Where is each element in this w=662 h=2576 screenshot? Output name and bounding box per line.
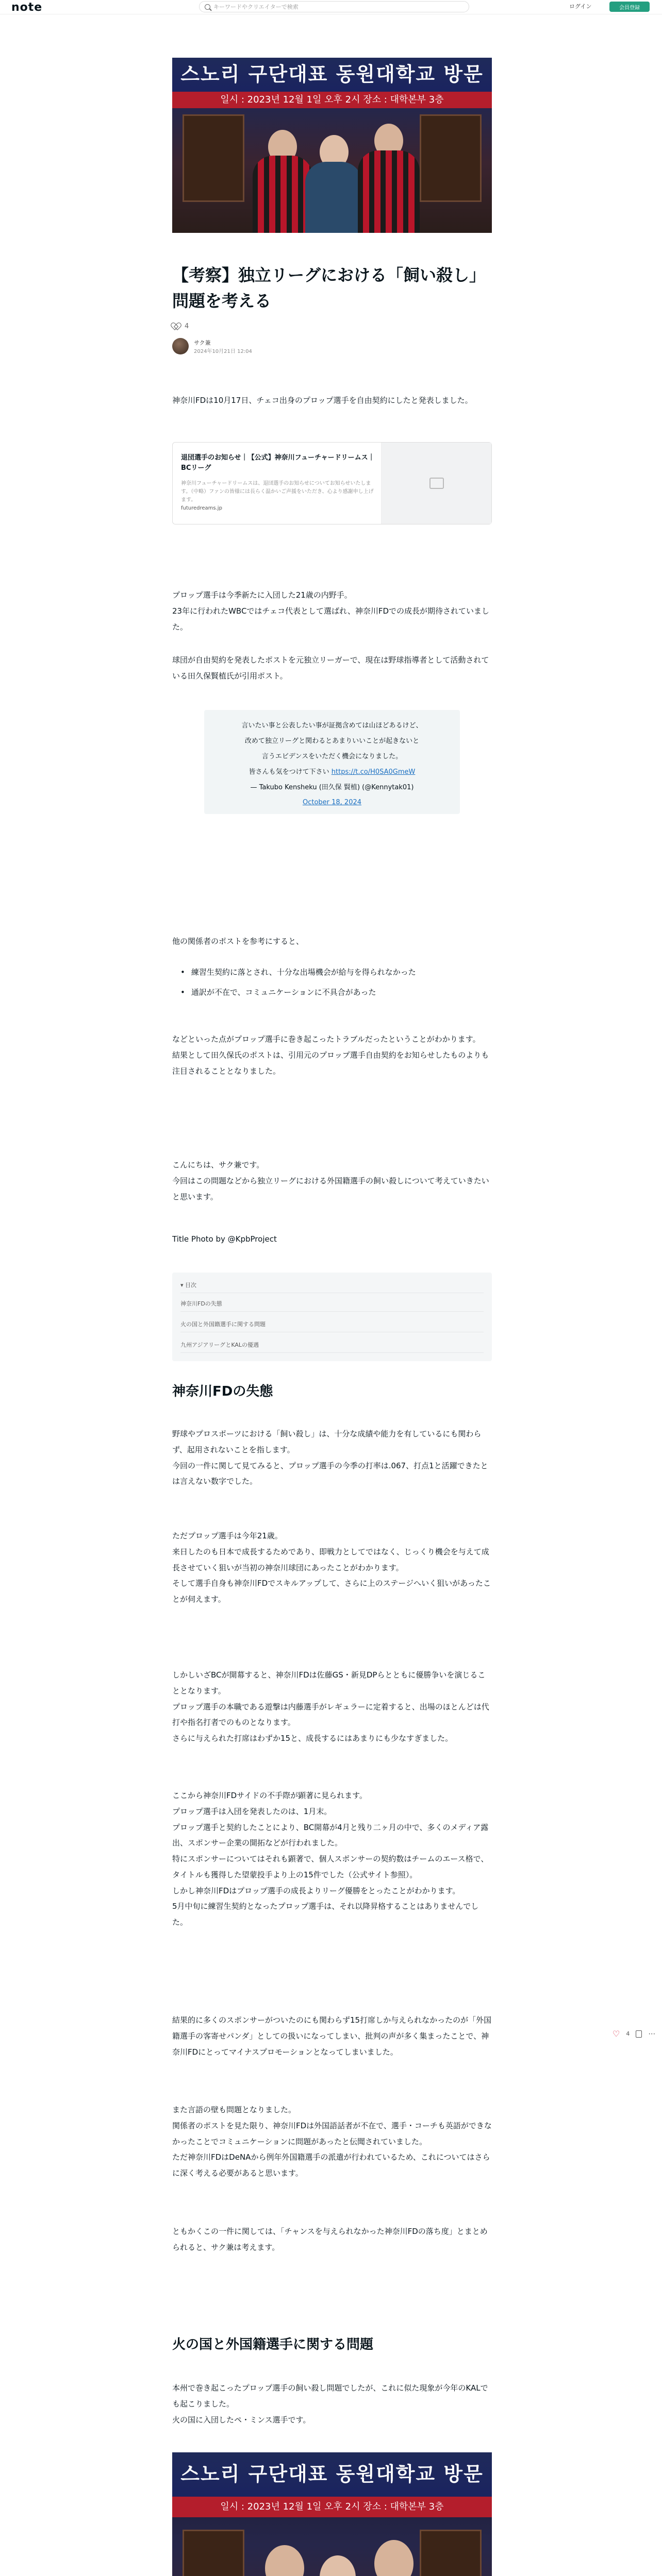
paragraph: 球団が自由契約を発表したポストを元独立リーガーで、現在は野球指導者として活動されている田久保賢植氏が引用ポスト。	[172, 655, 489, 681]
heart-icon[interactable]: ♡	[613, 2029, 620, 2039]
link-card[interactable]	[172, 442, 492, 524]
article-title: 【考察】独立リーグにおける「飼い殺し」問題を考える	[172, 265, 486, 311]
photo-credit: Title Photo by @KpbProject	[172, 1234, 277, 1244]
paragraph: 野球やプロスポーツにおける「飼い殺し」は、十分な成績や能力を有しているにも関わらず、起用されないことを指します。 今回の一件に関して見てみると、プロップ選手の今季の打率は.067、打点1と活躍できたとは言えない数字でした。	[172, 1429, 488, 1486]
embed-link[interactable]: https://t.co/H0SA0GmeW	[331, 768, 416, 776]
search-input[interactable]	[199, 1, 469, 12]
person-player-left	[253, 156, 312, 233]
note-logo[interactable]: note	[11, 1, 43, 14]
link-card-thumbnail	[381, 443, 491, 524]
hero-photo	[172, 58, 492, 233]
photo-subbanner-text: 일시 : 2023년 12월 1일 오후 2시 장소 : 대학본부 3층	[172, 2497, 492, 2517]
embed-line: 言うエビデンスをいただく機会になりました。	[261, 752, 403, 760]
intro-paragraph: 神奈川FDは10月17日、チェコ出身のプロップ選手を自由契約にしたと発表しました。	[172, 396, 473, 405]
image-icon	[429, 478, 444, 489]
table-of-contents	[172, 1273, 492, 1361]
paragraph: ただプロップ選手は今年21歳。 来日したのも日本で成長するためであり、即戦力としてではなく、じっくり機会を与えて成長させていく狙いが当初の神奈川球団にあったことがわかります。 そして選手自身も神奈川FDでスキルアップして、さらに上のステージへいく狙いがあったことが伺えます。	[172, 1531, 491, 1604]
search-placeholder: キーワードやクリエイターで検索	[213, 4, 299, 10]
link-card-url: futuredreams.jp	[181, 505, 222, 511]
paragraph: 本州で巻き起こったプロップ選手の飼い殺し問題でしたが、これに似た現象が今年のKALでも起こりました。 火の国に入団したペ・ミンス選手です。	[172, 2383, 488, 2425]
person-head	[265, 2545, 304, 2576]
paragraph: などといった点がプロップ選手に巻き起こったトラブルだったということがわかります。 結果として田久保氏のポストは、引用元のプロップ選手自由契約をお知らせしたものよりも注目されることとなりました。	[172, 1035, 489, 1076]
embed-line: 皆さんも気をつけて下さい	[249, 768, 329, 776]
article-photo	[172, 2452, 492, 2576]
toc-item[interactable]: 九州アジアリーグとKALの優遇	[180, 1337, 484, 1353]
section-heading: 神奈川FDの失態	[172, 1384, 273, 1399]
signup-button[interactable]: 会員登録	[609, 2, 650, 12]
paragraph: また言語の壁も問題となりました。 関係者のポストを見た限り、神奈川FDは外国語話者が不在で、選手・コーチも英語ができなかったことでコミュニケーションに問題があったと伝聞されていました。 ただ神奈川FDはDeNAから例年外国籍選手の派遣が行われているため、これについてはさらに深く考える必要があると思います。	[172, 2105, 492, 2178]
chevron-down-icon: ▾	[180, 1282, 186, 1289]
paragraph: 結果的に多くのスポンサーがついたのにも関わらず15打席しか与えられなかったのが「外国籍選手の客寄せパンダ」としての扱いになってしまい、批判の声が多く集まったことで、神奈川FDにとってマイナスプロモーションとなってしまいました。	[172, 2015, 492, 2057]
toc-item[interactable]: 火の国と外国籍選手に関する問題	[180, 1317, 484, 1332]
embedded-post	[204, 710, 460, 814]
author-name[interactable]: サク兼	[194, 339, 211, 346]
paragraph: しかしいざBCが開幕すると、神奈川FDは佐藤GS・新見DPらとともに優勝争いを演じることとなります。 プロップ選手の本職である遊撃は内藤選手がレギュラーに定着すると、出場のほとんどは代打や指名打者でのものとなります。 さらに与えられた打席はわずか15と、成長するにはあまりにも少なすぎました。	[172, 1670, 489, 1743]
person-center	[305, 162, 362, 233]
paragraph: こんにちは、サク兼です。 今回はこの問題などから独立リーグにおける外国籍選手の飼い殺しについて考えていきたいと思います。	[172, 1160, 489, 1201]
like-row	[172, 323, 189, 330]
trophy-shelf	[183, 114, 244, 202]
toc-label: 目次	[185, 1282, 197, 1289]
embed-date-link[interactable]: October 18, 2024	[302, 799, 362, 807]
photo-subbanner-text: 일시 : 2023년 12월 1일 오후 2시 장소 : 대학본부 3층	[172, 92, 492, 108]
embed-line: 言いたい事と公表したい事が証拠含めては山ほどあるけど、	[241, 722, 423, 730]
photo-banner-text: 스노리 구단대표 동원대학교 방문	[172, 58, 492, 94]
trophy-shelf	[420, 114, 482, 202]
avatar[interactable]	[172, 338, 189, 354]
embed-line: 改めて独立リーグと関わるとあまりいいことが起きないと	[244, 737, 420, 745]
embed-byline: — Takubo Kensheku (田久保 賢植) (@Kennytak01)	[250, 783, 414, 791]
search-icon	[205, 4, 210, 10]
paragraph: ここから神奈川FDサイドの不手際が顕著に見られます。 プロップ選手は入団を発表したのは、1月末。 プロップ選手と契約したことにより、BC開幕が4月と残り二ヶ月の中で、多くのメディア露出、スポンサー企業の開拓などが行われました。 特にスポンサーについてはそれも顕著で、個人スポンサーの契約数はチームのエース格で、タイトルも獲得した望蒙投手より上の15件でした（公式サイト参照）。 しかし神奈川FDはプロップ選手の成長よりリーグ優勝をとったことがわかります。 5月中旬に練習生契約となったプロップ選手は、それ以降昇格することはありませんでした。	[172, 1791, 489, 1927]
paragraph: 他の関係者のポストを参考にすると、	[172, 937, 304, 946]
floating-actions	[613, 2029, 655, 2039]
toc-toggle[interactable]	[180, 1278, 484, 1293]
list-item: • 練習生契約に落とされ、十分な出場機会が給与を得られなかった	[180, 962, 490, 982]
person-head	[374, 2540, 413, 2576]
trophy-shelf	[183, 2530, 244, 2576]
login-link[interactable]: ログイン	[569, 3, 592, 10]
more-icon[interactable]: ⋯	[648, 2029, 656, 2038]
author-block[interactable]	[172, 338, 252, 354]
bullet-list	[180, 962, 490, 1003]
publish-date: 2024年10月21日 12:04	[194, 348, 252, 354]
section-heading: 火の国と外国籍選手に関する問題	[172, 2337, 374, 2352]
person-player-right	[358, 150, 420, 233]
heart-icon[interactable]	[172, 323, 179, 330]
like-count: 4	[185, 323, 189, 330]
trophy-shelf	[420, 2530, 482, 2576]
paragraph: ともかくこの一件に関しては、「チャンスを与えられなかった神奈川FDの落ち度」とまとめられると、サク兼は考えます。	[172, 2227, 488, 2252]
top-header	[0, 0, 662, 14]
paragraph: プロップ選手は今季新たに入団した21歳の内野手。 23年に行われたWBCではチェコ代表として選ばれ、神奈川FDでの成長が期待されていました。	[172, 590, 490, 632]
toc-item[interactable]: 神奈川FDの失態	[180, 1296, 484, 1312]
link-card-title: 退団選手のお知らせ｜【公式】神奈川フューチャードリームス｜BCリーグ	[181, 454, 375, 472]
photo-banner-text: 스노리 구단대표 동원대학교 방문	[172, 2452, 492, 2499]
like-count: 4	[626, 2030, 630, 2037]
person-head	[320, 2555, 356, 2576]
bookmark-icon[interactable]	[636, 2030, 642, 2038]
link-card-description: 神奈川フューチャードリームスは、退団選手のお知らせについてお知らせいたします。（中略）ファンの皆様には長らく温かいご声援をいただき、心より感謝申し上げます。	[181, 481, 374, 503]
list-item: • 通訳が不在で、コミュニケーションに不具合があった	[180, 982, 490, 1003]
